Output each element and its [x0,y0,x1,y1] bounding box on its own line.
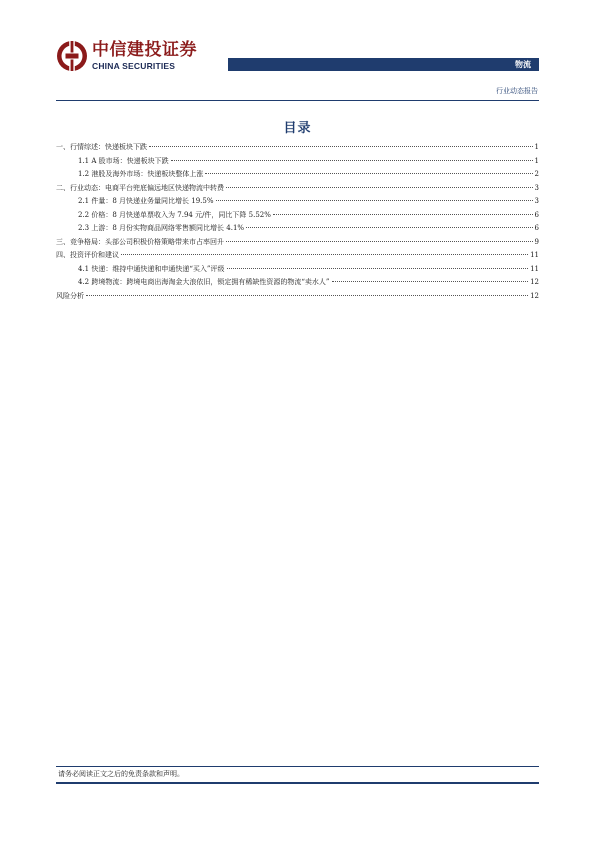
footer-divider-bottom [56,782,539,784]
toc-entry-label: 4.1 快递：维持中通快递和申通快递“买入”评级 [78,264,225,273]
toc-dot-leader [226,241,533,242]
toc-entry-industry-news[interactable] [56,182,539,196]
toc-entry-label: 1.2 港股及海外市场：快递板块整体上涨 [78,170,204,178]
table-of-contents [56,141,539,303]
toc-page-number: 9 [534,237,539,246]
toc-page-number: 12 [530,278,539,286]
toc-page-number: 3 [534,183,539,192]
toc-page-number: 1 [534,156,539,165]
toc-entry-cross-border-logistics[interactable] [56,276,539,290]
toc-entry-label: 2.2 价格：8 月快递单票收入为 7.94 元/件，同比下降 5.52% [78,210,271,219]
toc-entry-label: 三、竞争格局：头部公司积极价格策略带来市占率回升 [56,237,224,246]
toc-entry-price[interactable] [56,209,539,223]
toc-entry-upstream[interactable] [56,222,539,236]
toc-page-number: 11 [530,264,539,273]
toc-page-number: 6 [534,210,539,219]
toc-page-number: 11 [530,251,539,259]
toc-entry-label: 1.1 A 股市场：快递板块下跌 [78,156,169,165]
toc-entry-express-delivery[interactable] [56,263,539,277]
toc-entry-a-share-market[interactable] [56,155,539,169]
toc-page-number: 1 [534,143,539,151]
toc-page-number: 3 [534,197,539,205]
section-label: 物流 [515,60,531,69]
toc-dot-leader [332,281,529,282]
logo-chinese-name: 中信建投证券 [92,39,197,60]
footer-divider-top [56,766,539,767]
toc-dot-leader [171,160,533,161]
toc-entry-market-review[interactable] [56,141,539,155]
toc-dot-leader [86,295,528,296]
toc-entry-investment-advice[interactable] [56,249,539,263]
toc-dot-leader [149,146,533,147]
toc-dot-leader [273,214,533,215]
logo-english-name: CHINA SECURITIES [92,60,176,71]
toc-dot-leader [226,187,533,188]
company-logo [56,40,197,72]
toc-entry-label: 2.1 件量：8 月快递业务量同比增长 19.5% [78,197,214,205]
toc-dot-leader [216,200,533,201]
toc-title: 目录 [283,121,312,136]
toc-entry-label: 4.2 跨境物流：跨境电商出海淘金大浪依旧，锁定拥有稀缺性资源的物流“卖水人” [78,278,330,286]
report-type-label: 行业动态报告 [496,87,538,95]
toc-entry-competition[interactable] [56,236,539,250]
toc-page-number: 6 [534,224,539,232]
toc-entry-label: 风险分析 [56,291,84,300]
toc-entry-label: 二、行业动态：电商平台兜底偏远地区快递物流中转费 [56,183,224,192]
logo-text [92,39,197,71]
toc-entry-volume[interactable] [56,195,539,209]
disclaimer-text: 请务必阅读正文之后的免责条款和声明。 [58,770,184,778]
toc-dot-leader [246,227,532,228]
toc-page-number: 12 [530,291,539,300]
citic-logo-icon [56,40,88,72]
toc-dot-leader [227,268,529,269]
toc-entry-label: 2.3 上游：8 月份实物商品网络零售额同比增长 4.1% [78,224,245,232]
toc-dot-leader [121,254,528,255]
toc-page-number: 2 [534,170,539,178]
toc-entry-label: 一、行情综述：快递板块下跌 [56,143,147,151]
toc-entry-label: 四、投资评价和建议 [56,251,119,259]
header-section-bar [228,58,539,71]
toc-entry-risk-analysis[interactable] [56,290,539,304]
toc-entry-hk-overseas-market[interactable] [56,168,539,182]
header-divider [56,100,539,101]
toc-dot-leader [205,173,532,174]
